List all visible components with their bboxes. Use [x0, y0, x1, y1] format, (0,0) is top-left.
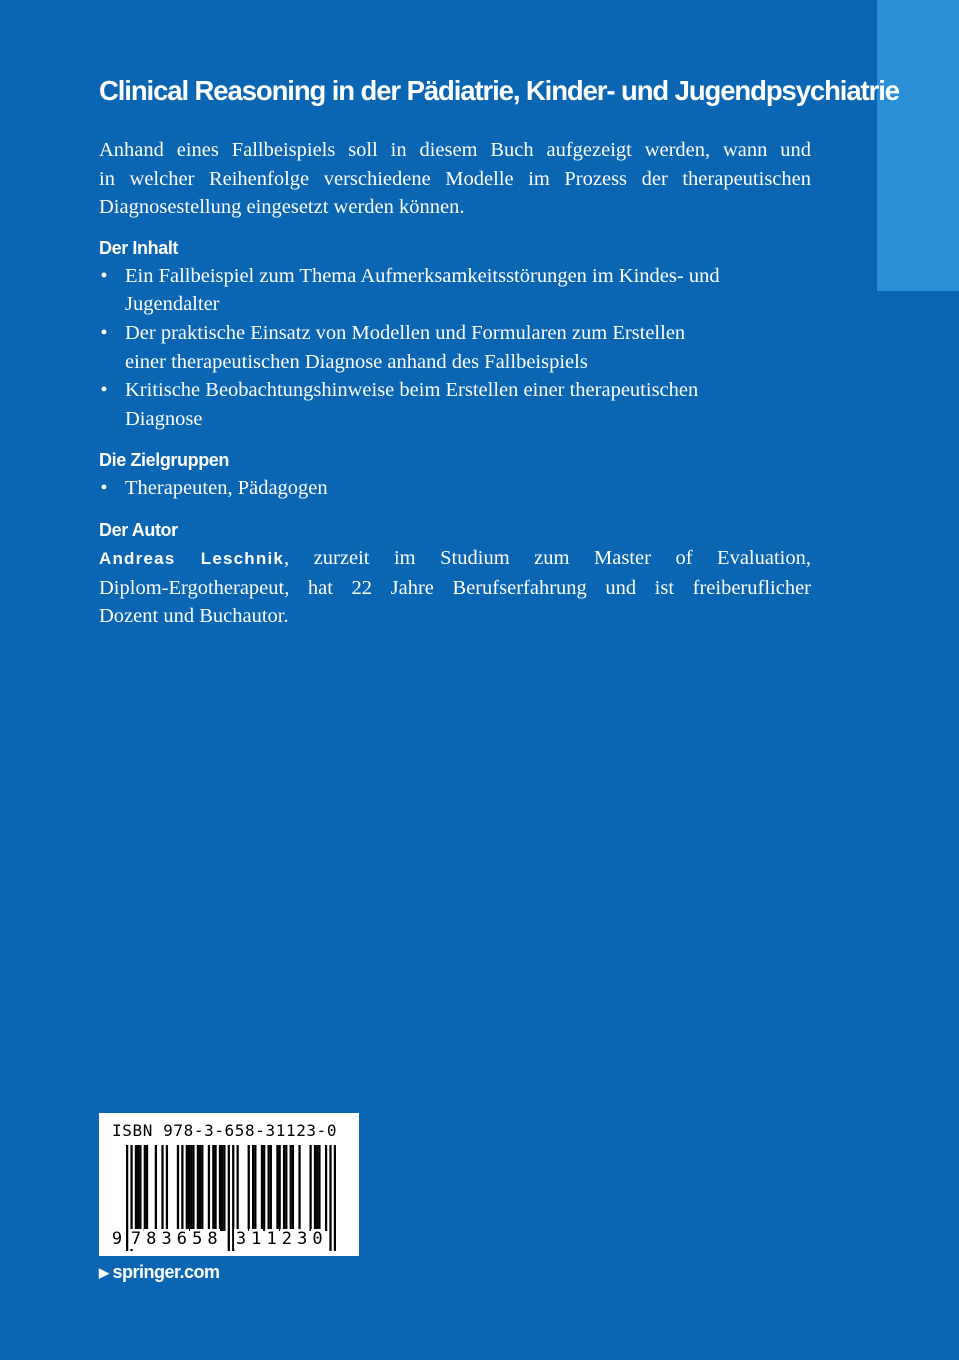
- barcode-bar: [190, 1145, 192, 1231]
- barcode-bar: [263, 1145, 265, 1231]
- list-item: [99, 474, 811, 503]
- list-item-text: Therapeuten, Pädagogen: [125, 477, 328, 500]
- bullet-icon: •: [100, 379, 108, 402]
- bullet-icon: •: [100, 264, 108, 287]
- author-paragraph: [99, 544, 811, 631]
- barcode-digit: 2: [281, 1229, 293, 1249]
- list-item-text: einer therapeutischen Diagnose anhand des Fallbeispiels: [125, 350, 588, 373]
- intro-line: in welcher Reihenfolge verschiedene Modelle im Prozess der therapeutischen: [99, 167, 811, 190]
- barcode-bar: [228, 1145, 230, 1251]
- barcode-bar: [254, 1145, 256, 1231]
- barcode-bar: [316, 1145, 318, 1231]
- list-item-text: Kritische Beobachtungshinweise beim Erstellen einer therapeutischen: [125, 379, 699, 402]
- barcode-bar: [276, 1145, 278, 1231]
- intro-paragraph: [99, 136, 811, 222]
- author-text: , zurzeit im Studium zum Master of Evaluation,: [284, 546, 811, 569]
- barcode-bar: [214, 1145, 216, 1231]
- barcode-bar: [186, 1145, 188, 1231]
- arrow-right-icon: ▶: [99, 1265, 109, 1280]
- barcode-bar: [285, 1145, 287, 1231]
- publisher-link-text: springer.com: [112, 1262, 220, 1282]
- list-item: [99, 376, 811, 433]
- barcode-digit: 8: [146, 1229, 157, 1249]
- barcode-digit: 6: [176, 1229, 188, 1249]
- barcode-bar: [161, 1145, 163, 1231]
- barcode-digit: 3: [235, 1229, 247, 1249]
- bullet-icon: •: [100, 477, 108, 500]
- intro-line: Anhand eines Fallbeispiels soll in diesem Buch aufgezeigt werden, wann und: [99, 139, 811, 161]
- isbn-barcode: [99, 1113, 359, 1256]
- list-item-text: Jugendalter: [125, 293, 220, 316]
- barcode-bar: [146, 1145, 148, 1231]
- author-line: [99, 544, 811, 574]
- barcode-bar: [219, 1145, 221, 1231]
- zielgruppen-heading: Die Zielgruppen: [99, 450, 230, 471]
- list-item: [99, 262, 811, 319]
- barcode-bar: [309, 1145, 311, 1231]
- barcode-bar: [283, 1145, 285, 1231]
- isbn-number: ISBN 978-3-658-31123-0: [112, 1121, 338, 1140]
- barcode-bar: [270, 1145, 272, 1231]
- barcode-bar: [144, 1145, 146, 1231]
- zielgruppen-list: [99, 474, 811, 503]
- barcode-bar: [199, 1145, 201, 1231]
- barcode-bar: [126, 1145, 128, 1251]
- barcode-bar: [197, 1145, 199, 1231]
- barcode-bar: [166, 1145, 168, 1231]
- barcode-digit: 3: [297, 1229, 308, 1249]
- barcode-bar: [279, 1145, 281, 1231]
- cover-color-tab: [877, 0, 959, 291]
- barcode-bar: [292, 1145, 294, 1231]
- back-cover-text: [99, 136, 811, 631]
- bullet-icon: •: [100, 321, 108, 344]
- barcode-bar: [135, 1145, 137, 1231]
- intro-line: Diagnosestellung eingesetzt werden können.: [99, 196, 465, 219]
- barcode-digit: 7: [130, 1229, 142, 1249]
- barcode-digit: 0: [312, 1229, 323, 1249]
- list-item-text: Der praktische Einsatz von Modellen und Formularen zum Erstellen: [125, 321, 686, 344]
- author-line: Dozent und Buchautor.: [99, 605, 289, 628]
- inhalt-heading: Der Inhalt: [99, 237, 179, 258]
- barcode-digit: 1: [251, 1229, 262, 1249]
- barcode-bar: [155, 1145, 157, 1231]
- barcode-digit: 3: [161, 1229, 172, 1249]
- barcode-bar: [325, 1145, 327, 1231]
- barcode-bar: [177, 1145, 179, 1231]
- barcode-bar: [223, 1145, 225, 1231]
- barcode-bar: [221, 1145, 223, 1231]
- barcode-bar: [212, 1145, 214, 1231]
- barcode-bar: [334, 1145, 336, 1251]
- barcode-bar: [192, 1145, 194, 1231]
- barcode-first-digit: 9: [111, 1229, 123, 1249]
- author-line: Diplom-Ergotherapeut, hat 22 Jahre Berufserfahrung und ist freiberuflicher: [99, 576, 811, 599]
- book-title: Clinical Reasoning in der Pädiatrie, Kinder- und Jugendpsychiatrie: [99, 75, 899, 106]
- barcode-bar: [201, 1145, 203, 1231]
- barcode-bar: [267, 1145, 269, 1231]
- barcode-bar: [318, 1145, 320, 1231]
- barcode-bar: [139, 1145, 141, 1231]
- list-item: [99, 319, 811, 376]
- author-name: Andreas Leschnik: [99, 548, 285, 568]
- barcode-digit: 5: [192, 1229, 203, 1249]
- barcode-bar: [237, 1145, 239, 1231]
- barcode-digit: 8: [207, 1229, 218, 1249]
- list-item-text: Ein Fallbeispiel zum Thema Aufmerksamkeitsstörungen im Kindes- und: [125, 264, 720, 287]
- list-item-text: Diagnose: [125, 407, 203, 430]
- barcode-bar: [298, 1145, 300, 1231]
- barcode-bar: [188, 1145, 190, 1231]
- barcode-bar: [137, 1145, 139, 1231]
- barcode-bar: [261, 1145, 263, 1231]
- barcode-bar: [314, 1145, 316, 1231]
- publisher-link[interactable]: [99, 1262, 220, 1283]
- barcode-bar: [248, 1145, 250, 1231]
- barcode-digit: 1: [266, 1229, 277, 1249]
- barcode-bar: [290, 1145, 292, 1231]
- inhalt-list: [99, 262, 811, 434]
- autor-heading: Der Autor: [99, 519, 178, 540]
- barcode-bar: [329, 1145, 331, 1251]
- barcode-bar: [252, 1145, 254, 1231]
- barcode-bar: [181, 1145, 183, 1231]
- barcode-bar: [208, 1145, 210, 1231]
